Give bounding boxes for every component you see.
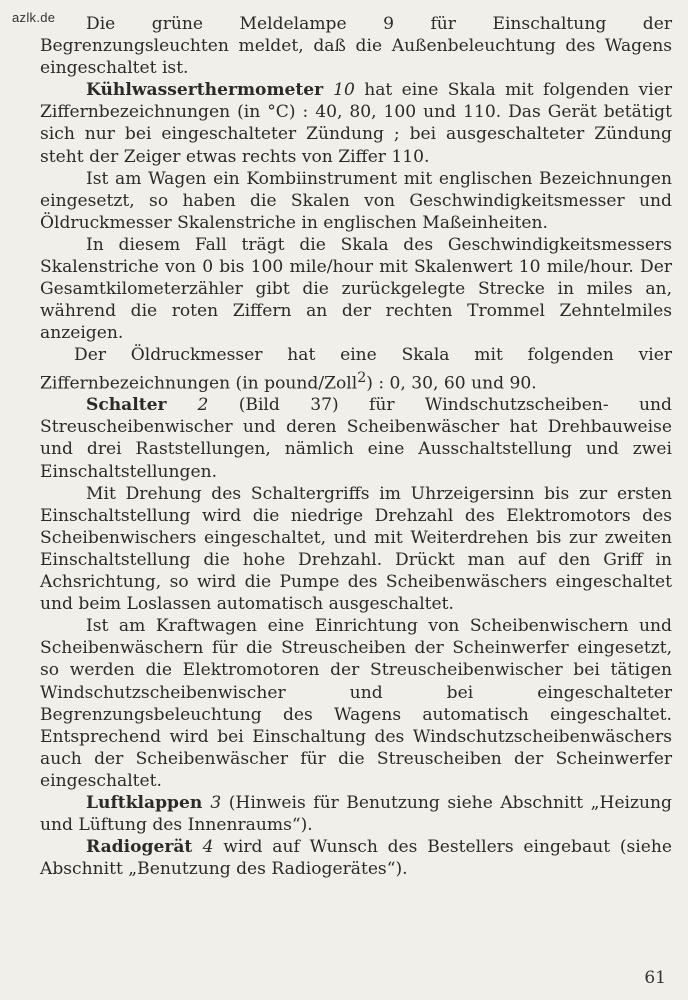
term-radio: Radiogerät <box>86 837 203 858</box>
paragraph-coolant-thermometer <box>40 79 672 167</box>
superscript: 2 <box>357 369 367 386</box>
paragraph-wiper-switch <box>40 394 672 482</box>
item-number: 3 <box>210 792 222 813</box>
document-page <box>40 13 672 880</box>
watermark: azlk.de <box>12 10 56 25</box>
paragraph-indicator-lamp: Die grüne Meldelampe 9 für Einschaltung der Begrenzungsleuchten meldet, daß die Außenbeleuchtung des Wagens eingeschaltet ist. <box>40 14 672 79</box>
item-number: 4 <box>202 837 214 858</box>
paragraph-oil-pressure <box>40 344 672 394</box>
paragraph-text: wird auf Wunsch des Bestellers eingebaut (siehe Abschnitt „Benutzung des Radiogerätes“). <box>40 837 672 880</box>
paragraph-text: (Bild 37) für Windschutzscheiben- und Streuscheibenwischer und deren Scheibenwäscher hat Drehbauweise und drei Raststellungen, nämlich eine Ausschaltstellung und zwei Einschaltstellungen. <box>40 395 672 482</box>
paragraph-text: Der Öldruckmesser hat eine Skala mit folgenden vier Ziffernbezeichnungen (in pound/Zoll <box>40 345 672 394</box>
paragraph-speedometer-miles: In diesem Fall trägt die Skala des Geschwindigkeitsmessers Skalenstriche von 0 bis 100 mile/hour mit Skalenwert 10 mile/hour. Der Gesamtkilometerzähler gibt die zurückgelegte Strecke in miles an, während die roten Ziffern an der rechten Trommel Zehntelmiles anzeigen. <box>40 234 672 344</box>
paragraph-radio <box>40 836 672 880</box>
paragraph-text: (Hinweis für Benutzung siehe Abschnitt „Heizung und Lüftung des Innenraums“). <box>40 792 672 836</box>
item-number: 2 <box>197 395 209 416</box>
paragraph-text: hat eine Skala mit folgenden vier Ziffernbezeichnungen (in °C) : 40, 80, 100 und 110. Das Gerät betätigt sich nur bei eingeschalteter Zündung ; bei ausgeschalteter Zündung steht der Zeiger etwas rechts von Ziffer 110. <box>40 80 672 167</box>
paragraph-switch-rotation: Mit Drehung des Schaltergriffs im Uhrzeigersinn bis zur ersten Einschaltstellung wird die niedrige Drehzahl des Elektromotors des Scheibenwischers eingeschaltet, und mit Weiterdrehen bis zur zweiten Einschaltstellung die hohe Drehzahl. Drückt man auf den Griff in Achsrichtung, so wird die Pumpe des Scheibenwäschers eingeschaltet und beim Loslassen automatisch ausgeschaltet. <box>40 483 672 615</box>
term-air-flaps: Luftklappen <box>86 792 211 813</box>
paragraph-headlamp-wipers: Ist am Kraftwagen eine Einrichtung von Scheibenwischern und Scheibenwäschern für die Streuscheiben der Scheinwerfer eingesetzt, so werden die Elektromotoren der Streuscheibenwischer bei tätigen Windschutzscheibenwischer und bei eingeschalteter Begrenzungsbeleuchtung des Wagens automatisch eingeschaltet. Entsprechend wird bei Einschaltung des Windschutzscheibenwäschers auch der Scheibenwäscher für die Streuscheiben der Scheinwerfer eingeschaltet. <box>40 616 672 791</box>
page-number: 61 <box>644 968 666 988</box>
paragraph-text: ) : 0, 30, 60 und 90. <box>366 373 537 394</box>
term-coolant-thermometer: Kühlwasserthermometer <box>86 80 334 101</box>
term-switch: Schalter <box>86 395 198 416</box>
paragraph-combi-instrument: Ist am Wagen ein Kombiinstrument mit englischen Bezeichnungen eingesetzt, so haben die Skalen von Geschwindigkeitsmesser und Öldruckmesser Skalenstriche in englischen Maßeinheiten. <box>40 168 672 233</box>
paragraph-air-flaps <box>40 792 672 836</box>
item-number: 10 <box>333 80 355 101</box>
